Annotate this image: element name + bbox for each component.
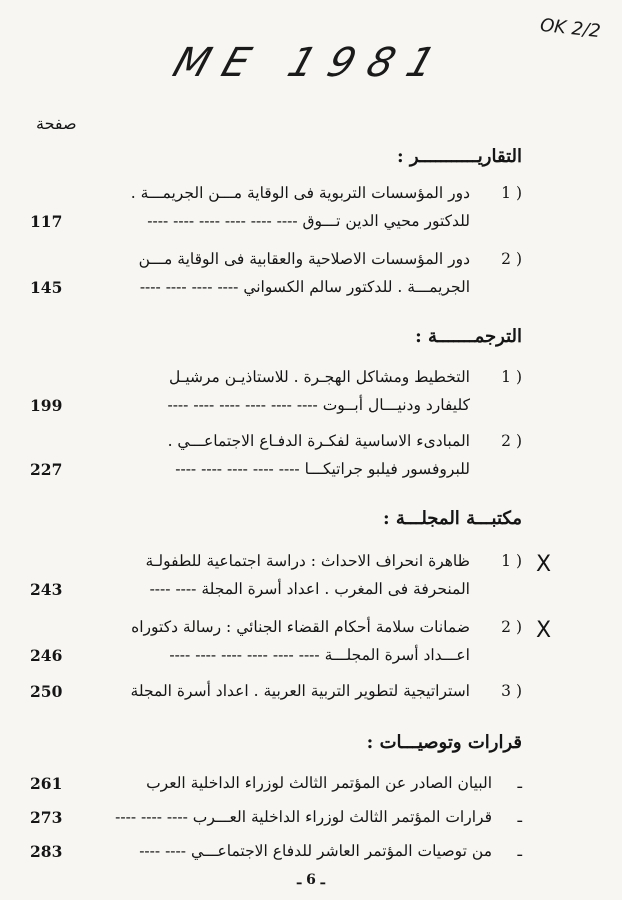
entry-text-line: دور المؤسسات التربوية فى الوقاية مـــن الجريمـــة . [130,184,470,202]
entry-text-line: المنحرفة فى المغرب . اعداد أسرة المجلة ---- ---- [149,580,470,598]
page-number: 145 [30,278,63,297]
entry-text-line: للبروفسور فيلبو جراتيكـــا ---- ---- ---- ---- ---- [175,460,470,478]
entry-bullet: ـ [517,842,522,860]
page-number: 283 [30,842,63,861]
section-heading-library: مكتبـــة المجلـــة : [382,508,522,529]
page-number: 250 [30,682,63,701]
entry-text-line: اعـــداد أسرة المجلـــة ---- ---- ---- ---- ---- ---- [169,646,470,664]
page-number: 117 [30,212,63,231]
entry-text-line: البيان الصادر عن المؤتمر الثالث لوزراء الداخلية العرب [146,774,492,792]
section-heading-translation: الترجمـــــــة : [415,326,522,347]
entry-number: 1 ) [501,552,522,570]
check-mark: X [536,618,552,643]
toc-entry [30,250,522,306]
handwritten-note-corner: OK 2/2 [539,14,602,43]
entry-number: 1 ) [501,368,522,386]
page-number: 246 [30,646,63,665]
toc-entry [30,184,522,240]
entry-text-line: ضمانات سلامة أحكام القضاء الجنائي : رسالة دكتوراه [131,618,470,636]
entry-text-line: استراتيجية لتطوير التربية العربية . اعداد أسرة المجلة [130,682,470,700]
page-number: 199 [30,396,63,415]
toc-entry [30,682,522,710]
toc-entry [30,618,522,674]
toc-entry [30,368,522,424]
entry-text-line: للدكتور محيي الدين تـــوق ---- ---- ---- ---- ---- ---- [147,212,470,230]
handwritten-note-top: ME 1981 [167,40,455,86]
check-mark: X [536,552,552,577]
page-number: 273 [30,808,63,827]
entry-text-line: التخطيط ومشاكل الهجـرة . للاستاذيـن مرشيـل [169,368,470,386]
entry-number: 2 ) [501,432,522,450]
page-number: 243 [30,580,63,599]
page-footer-number: ـ 6 ـ [297,872,325,888]
toc-entry [30,432,522,488]
entry-text-line: من توصيات المؤتمر العاشر للدفاع الاجتماعـــي ---- ---- [139,842,492,860]
toc-entry [30,808,522,836]
entry-text-line: دور المؤسسات الاصلاحية والعقابية فى الوقاية مـــن [138,250,470,268]
toc-entry [30,842,522,870]
entry-text-line: كليفارد ودنيـــال أبــوت ---- ---- ---- ---- ---- ---- [167,396,470,414]
page-column-label: صفحة [36,114,77,133]
section-heading-resolutions: قرارات وتوصيـــات : [366,732,522,753]
entry-text-line: المبادىء الاساسية لفكـرة الدفـاع الاجتماعـــي . [167,432,470,450]
entry-text-line: ظاهرة انحراف الاحداث : دراسة اجتماعية للطفولـة [145,552,470,570]
entry-number: 3 ) [501,682,522,700]
entry-number: 2 ) [501,250,522,268]
entry-text-line: الجريمـــة . للدكتور سالم الكسواني ---- ---- ---- ---- [139,278,470,296]
entry-text-line: قرارات المؤتمر الثالث لوزراء الداخلية العـــرب ---- ---- ---- [115,808,492,826]
toc-entry [30,552,522,608]
toc-entry [30,774,522,802]
entry-bullet: ـ [517,774,522,792]
entry-number: 1 ) [501,184,522,202]
page-number: 261 [30,774,63,793]
entry-number: 2 ) [501,618,522,636]
entry-bullet: ـ [517,808,522,826]
page-number: 227 [30,460,63,479]
section-heading-reports: التقاريـــــــــــر : [396,146,522,167]
